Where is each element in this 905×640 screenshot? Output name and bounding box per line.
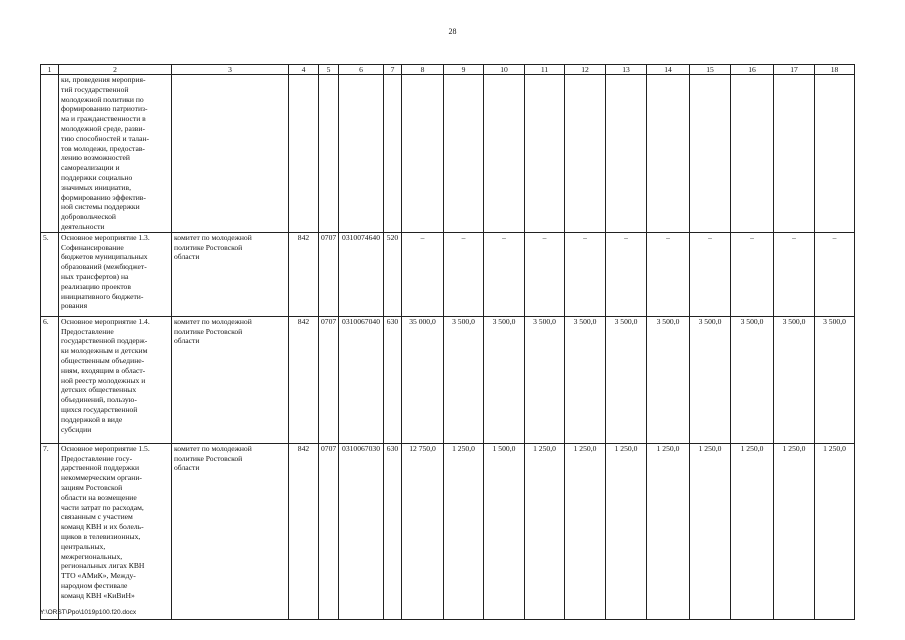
value-cell: – (690, 232, 731, 316)
column-header: 4 (289, 65, 319, 75)
measure-title-cell: Основное мероприятие 1.4. Предоставление государственной поддерж- ки молодежным и детским общественным объедине- ниям, входящим в област- ной реестр молодежных и детских общественных объединений, пользую- щихся государственной поддержкой в виде субсидии (59, 316, 172, 443)
value-cell: 1 250,0 (690, 443, 731, 619)
value-cell: 1 250,0 (606, 443, 647, 619)
budget-table (40, 64, 855, 620)
value-cell: – (606, 232, 647, 316)
value-cell: 3 500,0 (606, 316, 647, 443)
value-cell: 1 250,0 (647, 443, 690, 619)
value-cell: 3 500,0 (565, 316, 606, 443)
value-cell: 1 250,0 (565, 443, 606, 619)
column-header: 12 (565, 65, 606, 75)
vr-cell: 520 (384, 232, 402, 316)
value-cell: 1 250,0 (774, 443, 815, 619)
column-header: 1 (41, 65, 59, 75)
measure-title-cell: ки, проведения мероприя- тий государственной молодежной политики по формированию патриотиз- ма и гражданственности в молодежной среде, разви- тию способностей и талан- тов молодежи, предостав- лению возможностей самореализации и поддержки социально значимых инициатив, формированию эффектив- ной системы поддержки добровольческой деятельности (59, 75, 172, 233)
column-header: 15 (690, 65, 731, 75)
document-file-path: Y:\ORST\Ppo\1019p100.f20.docx (40, 609, 137, 616)
grbs-cell (289, 75, 319, 233)
rzpr-cell (319, 75, 339, 233)
column-header: 3 (172, 65, 289, 75)
value-cell: 3 500,0 (774, 316, 815, 443)
row-number-cell: 6. (41, 316, 59, 443)
value-cell: – (815, 232, 855, 316)
value-cell (606, 75, 647, 233)
grbs-cell: 842 (289, 316, 319, 443)
value-cell: 12 750,0 (402, 443, 444, 619)
column-header: 6 (339, 65, 384, 75)
value-cell: – (565, 232, 606, 316)
executor-cell: комитет по молодежной политике Ростовской области (172, 316, 289, 443)
column-header: 11 (525, 65, 565, 75)
value-cell: – (444, 232, 484, 316)
table-row (41, 443, 855, 619)
column-header: 17 (774, 65, 815, 75)
rzpr-cell: 0707 (319, 443, 339, 619)
column-header: 5 (319, 65, 339, 75)
value-cell: 1 250,0 (444, 443, 484, 619)
column-header: 2 (59, 65, 172, 75)
rzpr-cell: 0707 (319, 316, 339, 443)
value-cell: 35 000,0 (402, 316, 444, 443)
value-cell (484, 75, 525, 233)
value-cell: 1 250,0 (815, 443, 855, 619)
executor-cell (172, 75, 289, 233)
row-number-cell: 7. (41, 443, 59, 619)
value-cell: 3 500,0 (525, 316, 565, 443)
column-header: 9 (444, 65, 484, 75)
grbs-cell: 842 (289, 232, 319, 316)
value-cell: – (647, 232, 690, 316)
column-header: 13 (606, 65, 647, 75)
value-cell (444, 75, 484, 233)
value-cell: 3 500,0 (690, 316, 731, 443)
value-cell: 1 250,0 (525, 443, 565, 619)
value-cell (565, 75, 606, 233)
csr-cell (339, 75, 384, 233)
row-number-cell (41, 75, 59, 233)
value-cell: – (484, 232, 525, 316)
value-cell: 1 250,0 (731, 443, 774, 619)
measure-title-cell: Основное мероприятие 1.5. Предоставление госу- дарственной поддержки некоммерческим органи- зациям Ростовской области на возмещение части затрат по расходам, связанным с участием команд КВН и их болель- щиков в телевизионных, центральных, межрегиональных, региональных лигах КВН ТТО «АМиК», Между- народном фестивале команд КВН «КиВиН» (59, 443, 172, 619)
table-row (41, 232, 855, 316)
vr-cell: 630 (384, 316, 402, 443)
rzpr-cell: 0707 (319, 232, 339, 316)
value-cell: – (525, 232, 565, 316)
value-cell: 3 500,0 (647, 316, 690, 443)
column-header: 14 (647, 65, 690, 75)
page-number: 28 (448, 27, 457, 36)
column-numbers-row (41, 65, 855, 75)
value-cell (647, 75, 690, 233)
row-number-cell: 5. (41, 232, 59, 316)
value-cell (815, 75, 855, 233)
column-header: 10 (484, 65, 525, 75)
value-cell (690, 75, 731, 233)
csr-cell: 0310074640 (339, 232, 384, 316)
executor-cell: комитет по молодежной политике Ростовской области (172, 232, 289, 316)
grbs-cell: 842 (289, 443, 319, 619)
value-cell: 3 500,0 (815, 316, 855, 443)
table-header (41, 65, 855, 75)
value-cell (402, 75, 444, 233)
vr-cell (384, 75, 402, 233)
value-cell: – (402, 232, 444, 316)
column-header: 18 (815, 65, 855, 75)
value-cell (774, 75, 815, 233)
column-header: 8 (402, 65, 444, 75)
value-cell: 3 500,0 (484, 316, 525, 443)
executor-cell: комитет по молодежной политике Ростовской области (172, 443, 289, 619)
value-cell (731, 75, 774, 233)
value-cell: 1 500,0 (484, 443, 525, 619)
value-cell: – (774, 232, 815, 316)
column-header: 7 (384, 65, 402, 75)
csr-cell: 0310067040 (339, 316, 384, 443)
value-cell: 3 500,0 (444, 316, 484, 443)
vr-cell: 630 (384, 443, 402, 619)
measure-title-cell: Основное мероприятие 1.3. Софинансирование бюджетов муниципальных образований (межбюджет- ных трансфертов) на реализацию проектов инициативного бюджети- рования (59, 232, 172, 316)
value-cell: – (731, 232, 774, 316)
csr-cell: 0310067030 (339, 443, 384, 619)
table-row (41, 316, 855, 443)
column-header: 16 (731, 65, 774, 75)
value-cell (525, 75, 565, 233)
table-row-continuation (41, 75, 855, 233)
value-cell: 3 500,0 (731, 316, 774, 443)
